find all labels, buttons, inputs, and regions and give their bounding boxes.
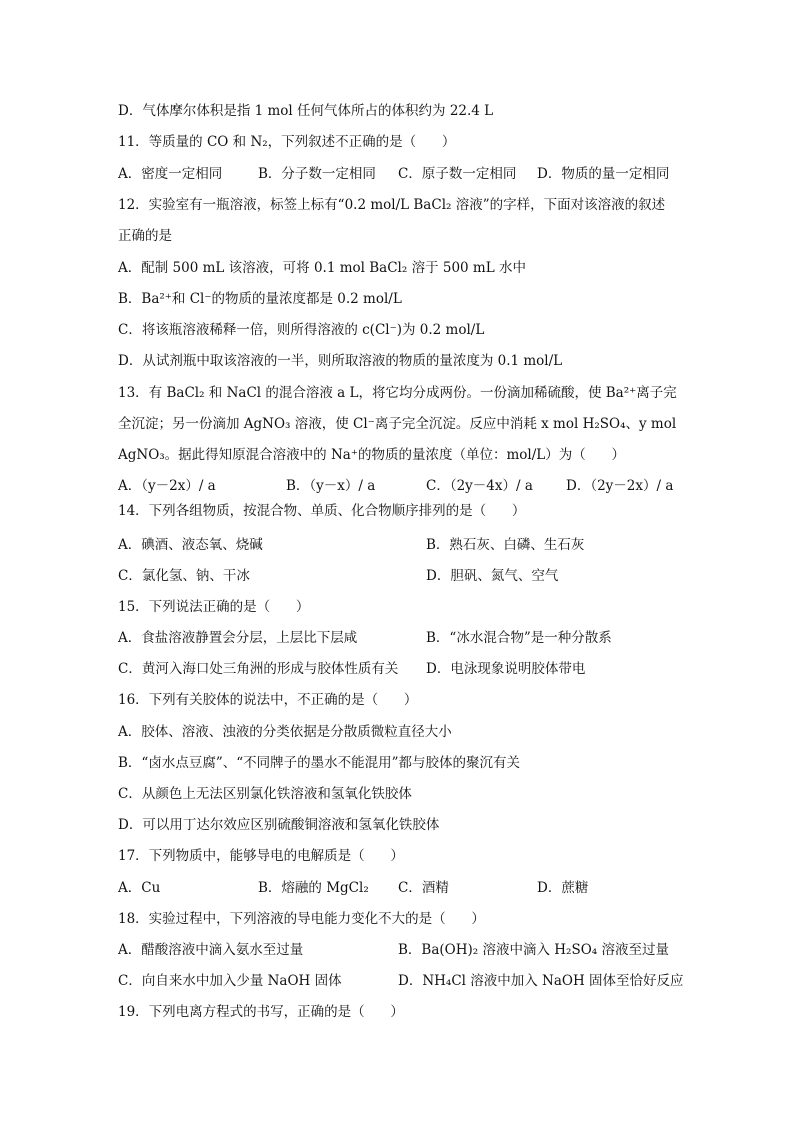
q14-option-b: B．熟石灰、白磷、生石灰	[426, 537, 585, 553]
q13-option-a: A．（y－2x）/ a	[118, 478, 216, 494]
option-line: D．气体摩尔体积是指 1 mol 任何气体所占的体积约为 22.4 L	[118, 103, 494, 119]
question-16-stem: 16．下列有关胶体的说法中，不正确的是（ ）	[118, 692, 418, 708]
question-19-stem: 19．下列电离方程式的书写，正确的是（ ）	[118, 1004, 404, 1020]
q11-option-c: C．原子数一定相同	[398, 166, 517, 182]
q17-option-c: C．酒精	[398, 880, 449, 896]
q18-option-c: C．向自来水中加入少量 NaOH 固体	[118, 973, 342, 989]
q13-option-d: D．（2y－2x）/ a	[566, 478, 674, 494]
q15-option-a: A．食盐溶液静置会分层，上层比下层咸	[118, 630, 358, 646]
question-15-stem: 15．下列说法正确的是（ ）	[118, 599, 310, 615]
q17-option-d: D．蔗糖	[537, 880, 589, 896]
question-13-stem-cont: AgNO₃。据此得知原混合溶液中的 Na⁺的物质的量浓度（单位：mol/L）为（ ）	[118, 447, 625, 463]
question-17-stem: 17．下列物质中，能够导电的电解质是（ ）	[118, 848, 404, 864]
question-14-stem: 14．下列各组物质，按混合物、单质、化合物顺序排列的是（ ）	[118, 503, 526, 519]
q12-option-c: C．将该瓶溶液稀释一倍，则所得溶液的 c(Cl⁻)为 0.2 mol/L	[118, 322, 485, 338]
q16-option-b: B．“卤水点豆腐”、“不同牌子的墨水不能混用”都与胶体的聚沉有关	[118, 755, 521, 771]
q14-option-c: C．氯化氢、钠、干冰	[118, 568, 250, 584]
question-12-stem: 12．实验室有一瓶溶液，标签上标有“0.2 mol/L BaCl₂ 溶液”的字样，下面对该溶液的叙述	[118, 197, 666, 213]
q11-option-a: A．密度一定相同	[118, 166, 223, 182]
question-13-stem-cont: 全沉淀；另一份滴加 AgNO₃ 溶液，使 Cl⁻离子完全沉淀。反应中消耗 x mol H₂SO₄、y mol	[118, 416, 677, 432]
q16-option-c: C．从颜色上无法区别氯化铁溶液和氢氧化铁胶体	[118, 786, 412, 802]
q17-option-b: B．熔融的 MgCl₂	[258, 880, 369, 896]
q18-option-d: D．NH₄Cl 溶液中加入 NaOH 固体至恰好反应	[398, 973, 684, 989]
q12-option-b: B．Ba²⁺和 Cl⁻的物质的量浓度都是 0.2 mol/L	[118, 291, 402, 307]
q17-option-a: A．Cu	[118, 880, 161, 896]
q12-option-d: D．从试剂瓶中取该溶液的一半，则所取溶液的物质的量浓度为 0.1 mol/L	[118, 353, 563, 369]
question-18-stem: 18．实验过程中，下列溶液的导电能力变化不大的是（ ）	[118, 911, 485, 927]
question-12-stem-cont: 正确的是	[118, 228, 172, 244]
q13-option-c: C．（2y－4x）/ a	[426, 478, 533, 494]
question-11-stem: 11．等质量的 CO 和 N₂，下列叙述不正确的是（ ）	[118, 134, 456, 150]
q13-option-b: B．（y－x）/ a	[286, 478, 376, 494]
q15-option-d: D．电泳现象说明胶体带电	[426, 661, 586, 677]
q14-option-a: A．碘酒、液态氧、烧碱	[118, 537, 263, 553]
question-13-stem: 13．有 BaCl₂ 和 NaCl 的混合溶液 a L，将它均分成两份。一份滴加稀硫酸，使 Ba²⁺离子完	[118, 385, 677, 401]
q15-option-c: C．黄河入海口处三角洲的形成与胶体性质有关	[118, 661, 399, 677]
q16-option-d: D．可以用丁达尔效应区别硫酸铜溶液和氢氧化铁胶体	[118, 817, 440, 833]
q11-option-b: B．分子数一定相同	[258, 166, 376, 182]
q18-option-b: B．Ba(OH)₂ 溶液中滴入 H₂SO₄ 溶液至过量	[398, 942, 669, 958]
q11-option-d: D．物质的量一定相同	[537, 166, 670, 182]
q14-option-d: D．胆矾、氮气、空气	[426, 568, 559, 584]
q16-option-a: A．胶体、溶液、浊液的分类依据是分散质微粒直径大小	[118, 724, 452, 740]
q15-option-b: B．“冰水混合物”是一种分散系	[426, 630, 612, 646]
q18-option-a: A．醋酸溶液中滴入氨水至过量	[118, 942, 304, 958]
q12-option-a: A．配制 500 mL 该溶液，可将 0.1 mol BaCl₂ 溶于 500 mL 水中	[118, 260, 526, 276]
